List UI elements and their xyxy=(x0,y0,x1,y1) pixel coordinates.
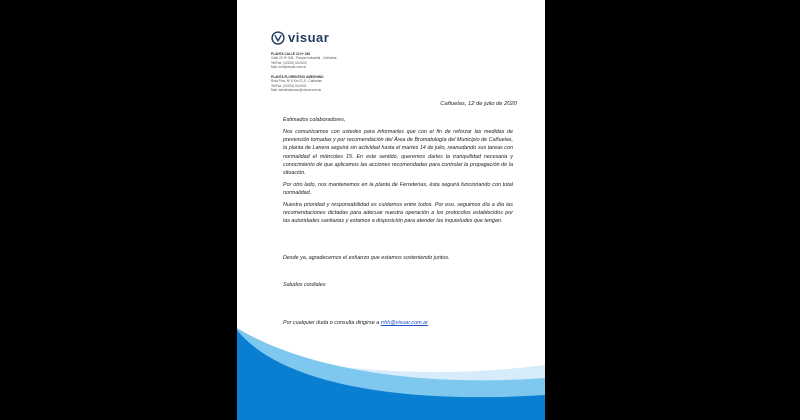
letter-greeting: Estimados colaboradores, xyxy=(283,117,346,123)
address-line: Mail: administracion@visuar.com.ar xyxy=(271,87,322,92)
letter-paragraph: Por otro lado, nos mantenemos en la planta de Ferreterías, ésta seguirá funcionando con total normalidad. xyxy=(283,182,513,197)
address-line: Calle 22 Nº 345 - Parque Industrial - Cañuelas xyxy=(271,56,337,61)
address-block-1 xyxy=(271,52,336,69)
letter-date: Cañuelas, 12 de julio de 2020 xyxy=(440,101,517,107)
letter-paragraph: Desde ya, agradecemos el esfuerzo que estamos sosteniendo juntos. xyxy=(283,255,450,261)
letter-paragraph: Nos comunicamos con ustedes para informarles que con el fin de reforzar las medidas de prevención tomadas y por recomendación del Área de Bromatología del Municipio de Cañuelas, la planta de Lanera seguirá sin actividad hasta el martes 14 de julio, reanudando sus tareas con normalidad el miércoles 15. En este sentido, queremos darles la tranquilidad necesaria y conocimiento de que aplicamos las acciones recomendadas para controlar la propagación de la situación. xyxy=(283,129,513,177)
letter-page xyxy=(237,0,545,420)
footer-wave-decoration xyxy=(237,310,545,420)
visuar-logo-icon xyxy=(271,31,285,45)
brand-name: visuar xyxy=(288,30,330,45)
letter-closing: Saludos cordiales xyxy=(283,282,326,288)
address-line: Mail: info@visuar.com.ar xyxy=(271,64,306,69)
letter-paragraph: Nuestra prioridad y responsabilidad es cuidarnos entre todos. Por eso, seguimos día a día las recomendaciones dictadas para adecuar nuestra operación a los protocolos establecidos por las autoridades sanitarias y estamos a disposición para atender las inquietudes que tengan. xyxy=(283,202,513,225)
address-title: PLANTA FLORENTINO AMEGHINO xyxy=(271,75,324,79)
brand-logo xyxy=(271,30,329,45)
contact-email-link[interactable]: rrhh@visuar.com.ar xyxy=(380,320,428,326)
address-title: PLANTA CALLE 22 Nº 345 xyxy=(271,52,311,56)
address-line: Tel/Fax: (02226) 43-0000 xyxy=(271,60,307,65)
address-line: Tel/Fax: (02226) 43-0001 xyxy=(271,83,307,88)
contact-prefix: Por cualquier duda o consulta dirigirse a xyxy=(283,320,381,326)
address-block-2 xyxy=(271,75,323,92)
address-line: Ruta Prov. Nº 6 Km 21,5 - Cañuelas xyxy=(271,79,322,84)
